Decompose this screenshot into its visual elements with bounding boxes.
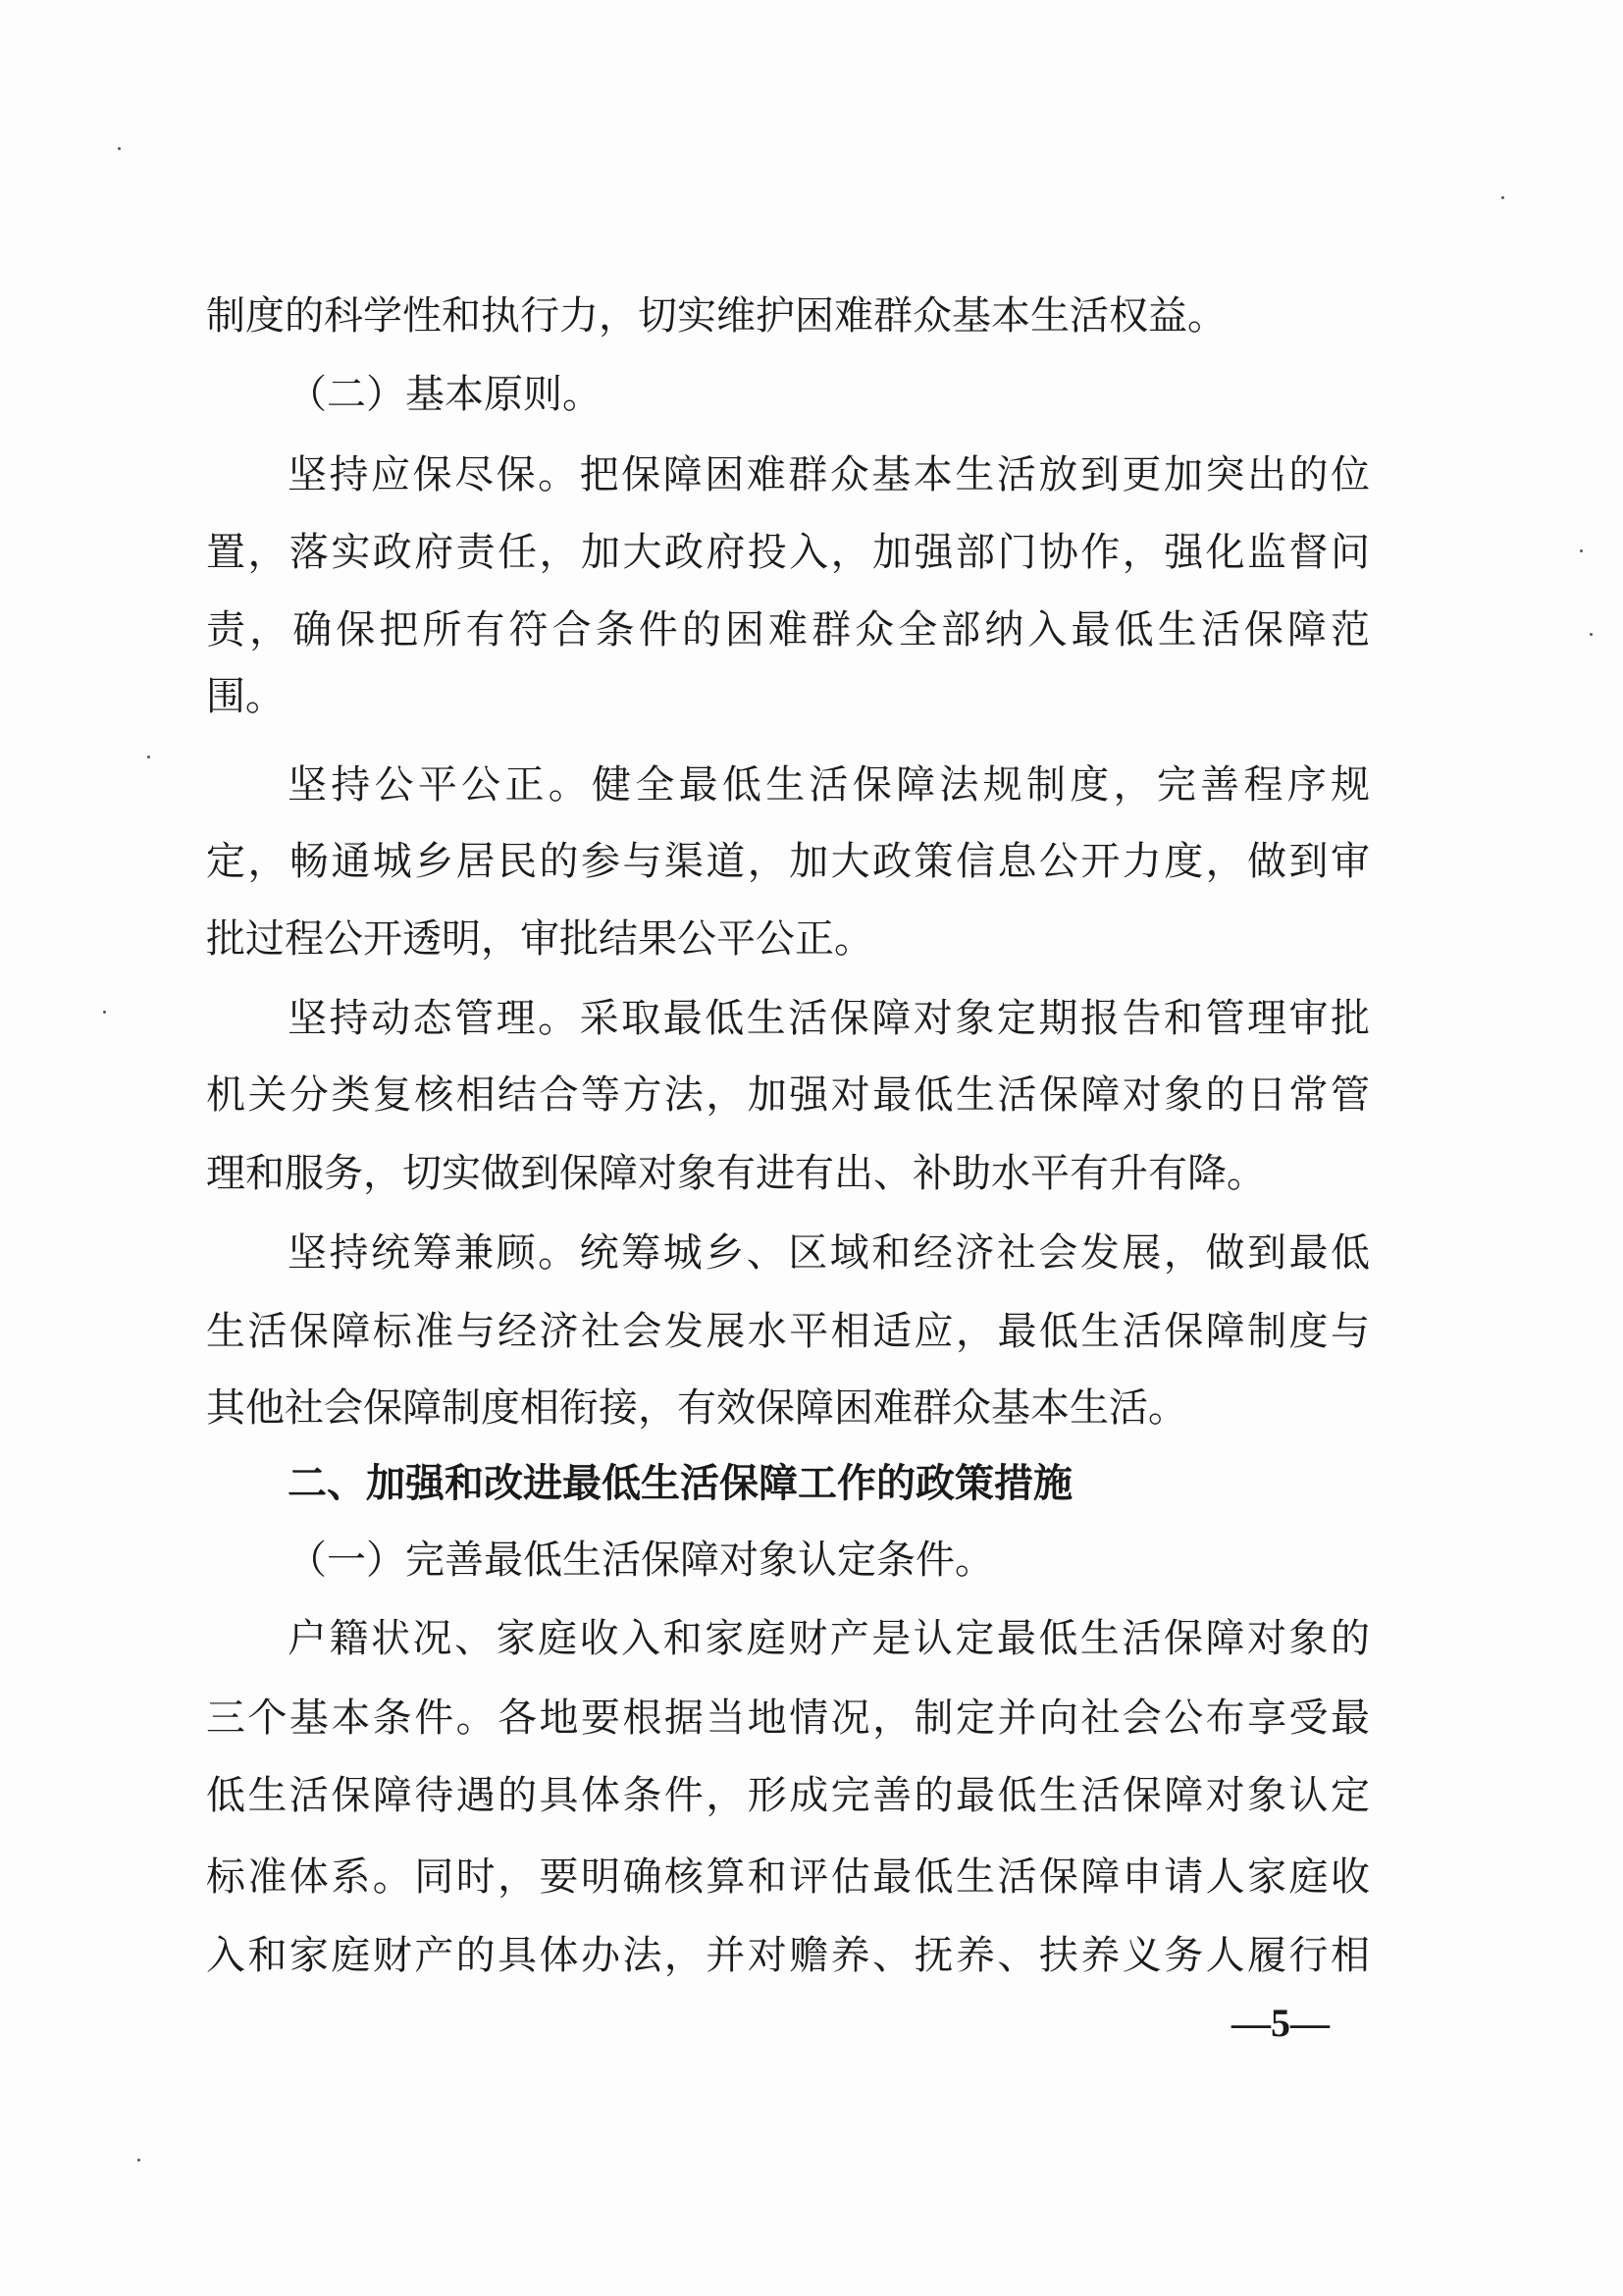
text-line: 户籍状况、家庭收入和家庭财产是认定最低生活保障对象的 (288, 1616, 1370, 1661)
text-line: 标准体系。同时，要明确核算和评估最低生活保障申请人家庭收 (206, 1854, 1370, 1900)
text-line: 坚持统筹兼顾。统筹城乡、区域和经济社会发展，做到最低 (288, 1230, 1370, 1276)
scan-speck (1590, 633, 1593, 636)
text-line: 机关分类复核相结合等方法，加强对最低生活保障对象的日常管 (206, 1072, 1370, 1118)
text-line: （一）完善最低生活保障对象认定条件。 (288, 1538, 994, 1583)
scan-speck (147, 756, 150, 758)
text-line: 坚持动态管理。采取最低生活保障对象定期报告和管理审批 (288, 996, 1370, 1041)
text-line: 坚持公平公正。健全最低生活保障法规制度，完善程序规 (288, 762, 1370, 808)
page-number: —5— (1231, 2001, 1330, 2045)
text-line: 入和家庭财产的具体办法，并对赡养、抚养、扶养义务人履行相 (206, 1933, 1370, 1978)
text-line: 生活保障标准与经济社会发展水平相适应，最低生活保障制度与 (206, 1309, 1370, 1354)
text-line: 坚持应保尽保。把保障困难群众基本生活放到更加突出的位 (288, 452, 1370, 497)
text-line: 置，落实政府责任，加大政府投入，加强部门协作，强化监督问 (206, 530, 1370, 575)
section-heading: 二、加强和改进最低生活保障工作的政策措施 (288, 1461, 1073, 1506)
text-line: 责，确保把所有符合条件的困难群众全部纳入最低生活保障范 (206, 607, 1370, 652)
text-line: 低生活保障待遇的具体条件，形成完善的最低生活保障对象认定 (206, 1773, 1370, 1818)
scan-speck (1501, 196, 1504, 199)
scan-speck (1580, 549, 1583, 552)
text-line: （二）基本原则。 (288, 372, 602, 417)
text-line: 定，畅通城乡居民的参与渠道，加大政策信息公开力度，做到审 (206, 839, 1370, 884)
text-line: 三个基本条件。各地要根据当地情况，制定并向社会公布享受最 (206, 1696, 1370, 1741)
scan-speck (137, 2159, 140, 2162)
scan-speck (103, 1011, 106, 1014)
text-line: 其他社会保障制度相衔接，有效保障困难群众基本生活。 (206, 1385, 1187, 1431)
text-line: 理和服务，切实做到保障对象有进有出、补助水平有升有降。 (206, 1151, 1266, 1196)
text-line: 制度的科学性和执行力，切实维护困难群众基本生活权益。 (206, 293, 1227, 339)
text-line: 批过程公开透明，审批结果公平公正。 (206, 916, 873, 962)
scan-speck (118, 147, 121, 150)
text-line: 围。 (206, 674, 285, 719)
